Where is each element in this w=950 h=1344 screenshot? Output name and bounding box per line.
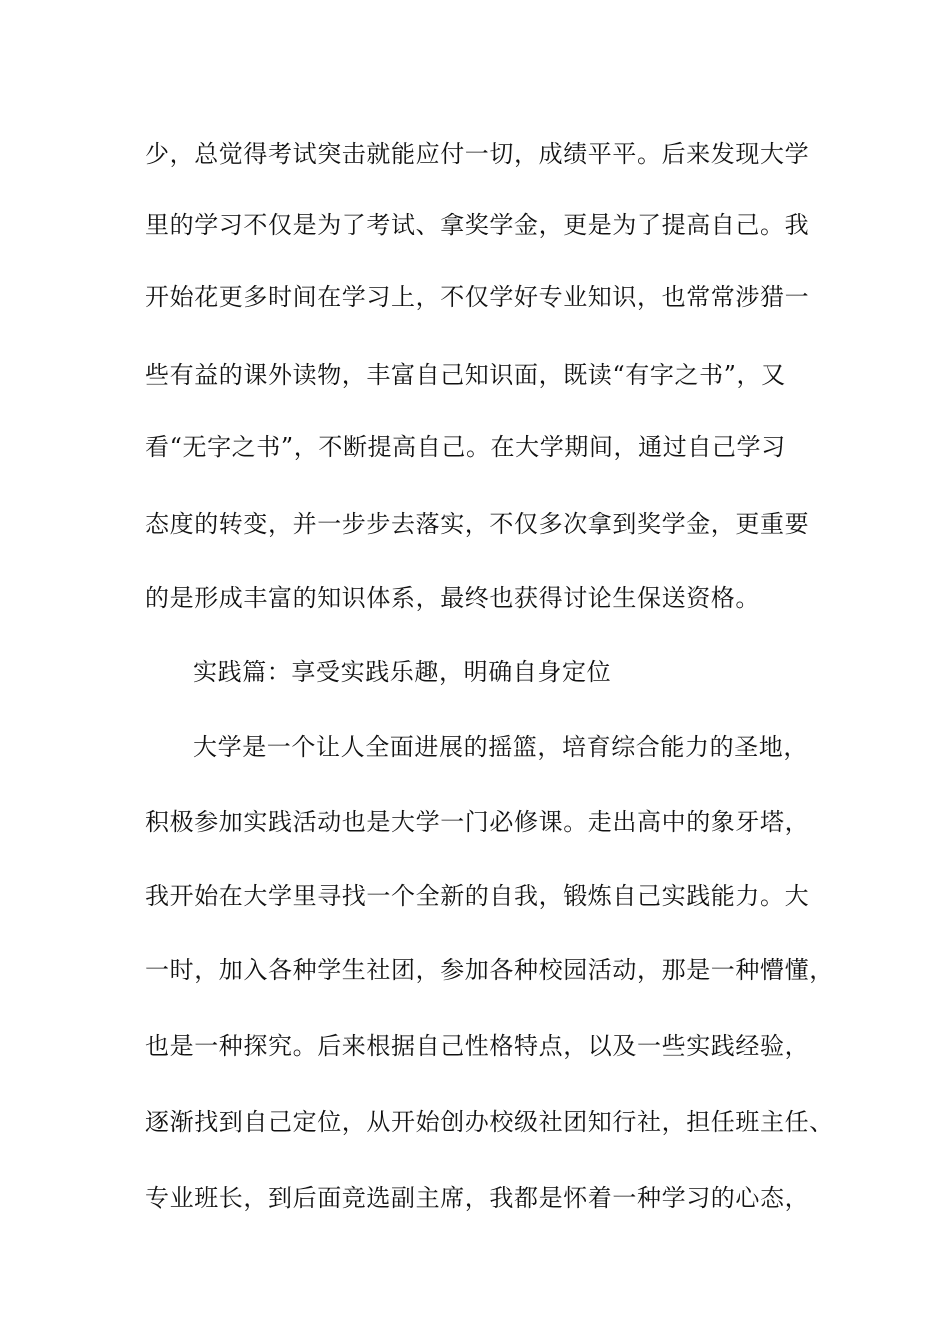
paragraph-2-line-4: 一时，加入各种学生社团，参加各种校园活动，那是一种懵懂， (145, 956, 834, 984)
paragraph-1-line-1: 少，总觉得考试突击就能应付一切，成绩平平。后来发现大学 (145, 140, 810, 168)
paragraph-2-line-2: 积极参加实践活动也是大学一门必修课。走出高中的象牙塔， (145, 808, 810, 836)
section-heading: 实践篇：享受实践乐趣，明确自身定位 (193, 658, 612, 686)
paragraph-2-line-6: 逐渐找到自己定位，从开始创办校级社团知行社，担任班主任、 (145, 1108, 834, 1136)
paragraph-1-line-5: 看“无字之书”，不断提高自己。在大学期间，通过自己学习 (145, 433, 786, 461)
paragraph-1-line-3: 开始花更多时间在学习上，不仅学好专业知识，也常常涉猎一 (145, 283, 810, 311)
paragraph-2-line-3: 我开始在大学里寻找一个全新的自我，锻炼自己实践能力。大 (145, 882, 810, 910)
paragraph-2-line-1: 大学是一个让人全面进展的摇篮，培育综合能力的圣地， (193, 733, 808, 761)
paragraph-2-line-5: 也是一种探究。后来根据自己性格特点，以及一些实践经验， (145, 1032, 810, 1060)
paragraph-2-line-7: 专业班长，到后面竞选副主席，我都是怀着一种学习的心态， (145, 1184, 810, 1212)
paragraph-1-line-7: 的是形成丰富的知识体系，最终也获得讨论生保送资格。 (145, 584, 760, 612)
paragraph-1-line-4: 些有益的课外读物，丰富自己知识面，既读“有字之书”，又 (145, 361, 786, 389)
paragraph-1-line-6: 态度的转变，并一步步去落实，不仅多次拿到奖学金，更重要 (145, 510, 810, 538)
paragraph-1-line-2: 里的学习不仅是为了考试、拿奖学金，更是为了提高自己。我 (145, 211, 810, 239)
